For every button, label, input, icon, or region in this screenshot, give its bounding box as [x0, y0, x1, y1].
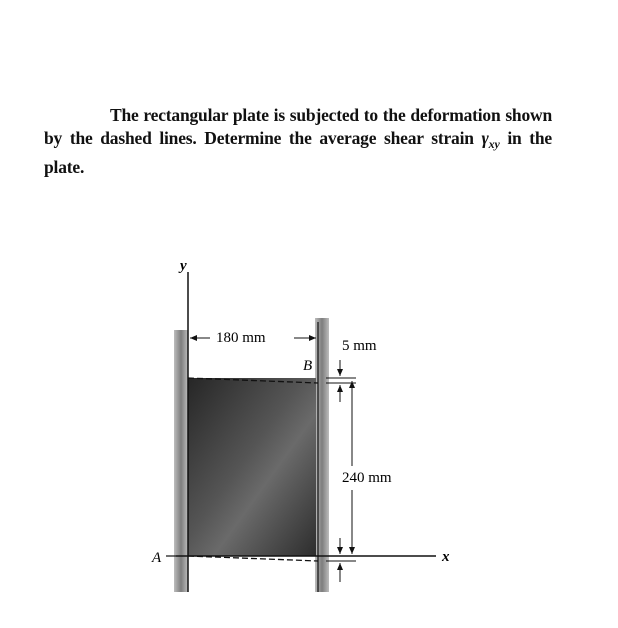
axis-y-label: y — [180, 258, 187, 274]
right-support — [315, 318, 329, 592]
point-a-label: A — [152, 550, 162, 566]
problem-text-end: in the plate. — [44, 128, 552, 177]
gamma-symbol: $\gamma_{xy}$ — [481, 128, 500, 151]
left-support — [174, 330, 188, 592]
width-dimension-label: 180 mm — [216, 330, 266, 346]
gamma-subscript: xy — [488, 137, 500, 151]
problem-text-main: The rectangular plate is subjected to the deformation shown by the dashed lines. Determine the average shear strain — [44, 105, 552, 148]
point-b-label: B — [303, 358, 313, 374]
height-dimension-label: 240 mm — [342, 470, 392, 486]
displacement-dimension-label: 5 mm — [342, 338, 377, 354]
plate — [188, 378, 316, 556]
axis-x-label: x — [442, 549, 450, 565]
